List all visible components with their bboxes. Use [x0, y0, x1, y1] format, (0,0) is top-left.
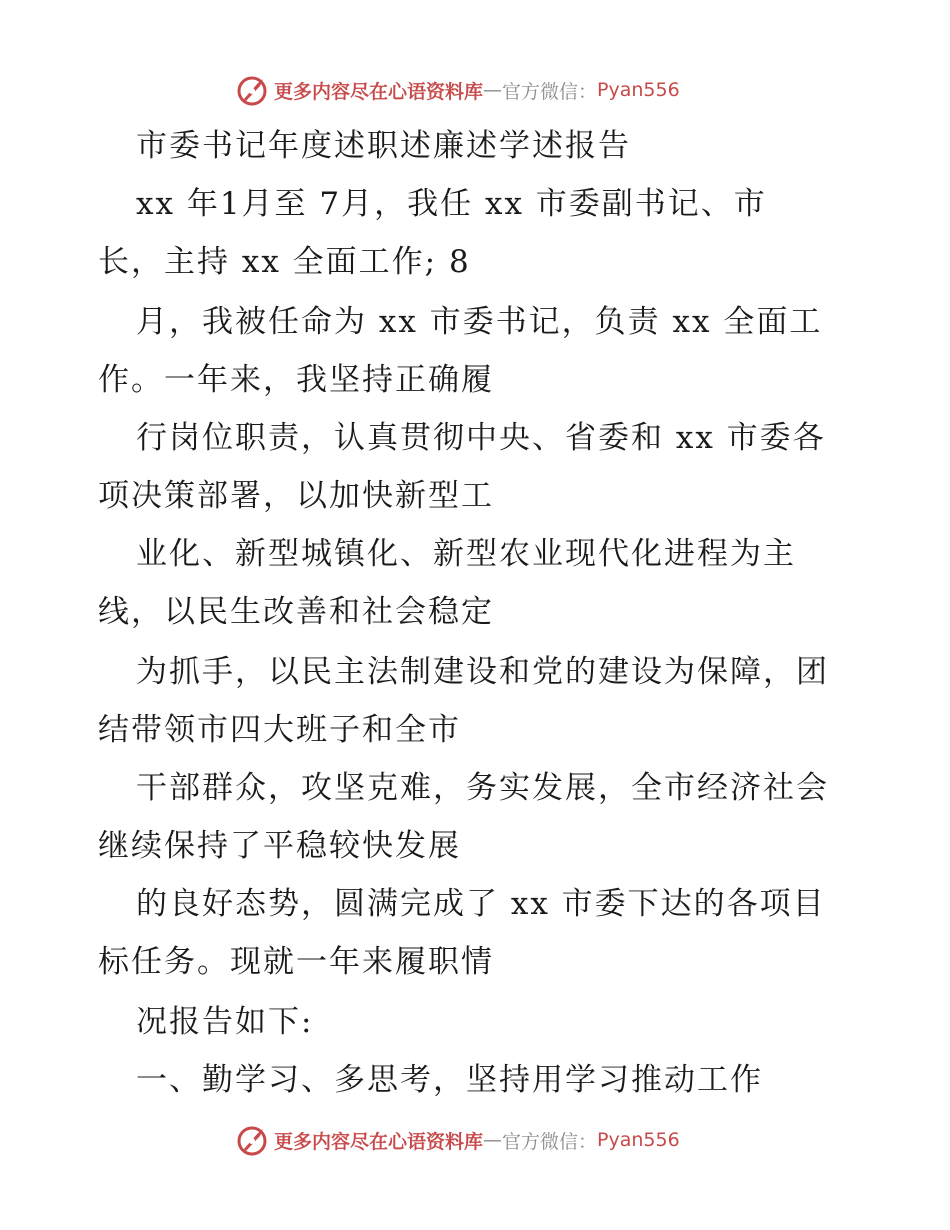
banner-wechat-label: 官方微信： — [502, 1130, 598, 1153]
paragraph-line: 结带领市四大班子和全市 — [98, 712, 461, 748]
banner-dash: — — [483, 79, 503, 101]
pen-nib-logo-icon — [236, 73, 270, 107]
section-heading: 一、勤学习、多思考，坚持用学习推动工作 — [136, 1062, 763, 1098]
paragraph-line: 作。一年来，我坚持正确履 — [98, 362, 494, 398]
paragraph-line: 标任务。现就一年来履职情 — [98, 944, 494, 980]
paragraph-line: xx 年1月至 7月，我任 xx 市委副书记、市 — [136, 186, 767, 222]
banner-wechat-id: Pyan556 — [597, 1129, 680, 1151]
paragraph-line: 干部群众，攻坚克难，务实发展，全市经济社会 — [136, 770, 829, 806]
banner-brand-text: 更多内容尽在心语资料库 — [274, 80, 484, 103]
banner-dash: — — [483, 1129, 503, 1151]
paragraph-line: 的良好态势，圆满完成了 xx 市委下达的各项目 — [136, 886, 826, 922]
footer-watermark-banner — [236, 1122, 680, 1158]
pen-nib-logo-icon — [236, 1123, 270, 1157]
banner-wechat-id: Pyan556 — [597, 79, 680, 101]
banner-wechat-label: 官方微信： — [502, 80, 598, 103]
banner-brand-text: 更多内容尽在心语资料库 — [274, 1130, 484, 1153]
paragraph-line: 况报告如下: — [136, 1004, 314, 1040]
paragraph-line: 行岗位职责，认真贯彻中央、省委和 xx 市委各 — [136, 420, 826, 456]
paragraph-line: 业化、新型城镇化、新型农业现代化进程为主 — [136, 536, 796, 572]
paragraph-line: 项决策部署，以加快新型工 — [98, 478, 494, 514]
paragraph-line: 为抓手，以民主法制建设和党的建设为保障，团 — [136, 654, 829, 690]
paragraph-line: 长，主持 xx 全面工作; 8 — [98, 244, 471, 280]
paragraph-line: 月，我被任命为 xx 市委书记，负责 xx 全面工 — [136, 304, 823, 340]
paragraph-line: 线，以民生改善和社会稳定 — [98, 594, 494, 630]
document-title: 市委书记年度述职述廉述学述报告 — [136, 128, 631, 164]
paragraph-line: 继续保持了平稳较快发展 — [98, 828, 461, 864]
header-watermark-banner — [236, 72, 680, 108]
